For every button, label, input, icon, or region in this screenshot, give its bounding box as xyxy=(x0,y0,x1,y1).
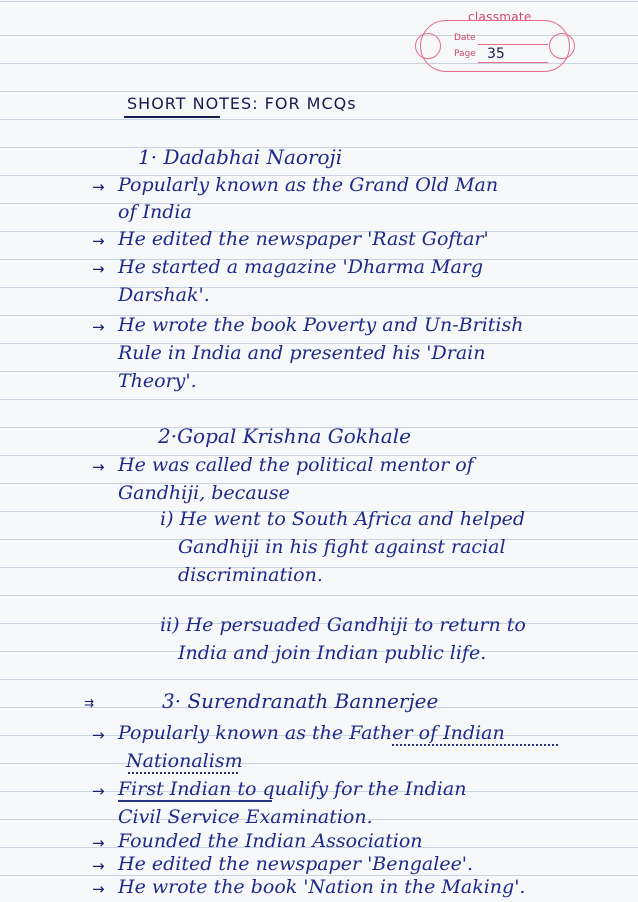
brand-logo: classmate xyxy=(468,10,532,24)
note-line: He started a magazine 'Dharma Marg xyxy=(118,256,484,278)
page-label: Page xyxy=(454,49,476,59)
note-line: He wrote the book Poverty and Un-British xyxy=(118,314,524,336)
title-underline xyxy=(124,116,220,118)
note-line: Nationalism xyxy=(126,750,243,772)
note-line: Popularly known as the Grand Old Man xyxy=(118,174,499,196)
bullet-arrow-icon: → xyxy=(92,232,105,250)
page-line xyxy=(478,62,548,63)
note-line: He edited the newspaper 'Bengalee'. xyxy=(118,853,474,875)
note-line: Theory'. xyxy=(118,370,197,392)
page-title: SHORT NOTES: FOR MCQs xyxy=(127,94,357,113)
note-line: Popularly known as the Father of Indian xyxy=(118,722,505,744)
double-arrow-icon: ⇉ xyxy=(84,696,95,710)
note-line: discrimination. xyxy=(178,564,323,586)
date-box-left-circle xyxy=(415,33,441,59)
note-line: Darshak'. xyxy=(118,284,210,306)
page-number: 35 xyxy=(487,46,505,62)
dotted-underline xyxy=(392,744,558,746)
note-line: First Indian to qualify for the Indian xyxy=(118,778,467,800)
note-subpoint: i) He went to South Africa and helped xyxy=(160,508,525,530)
note-line: Founded the Indian Association xyxy=(118,830,423,852)
bullet-arrow-icon: → xyxy=(92,880,105,898)
note-line: Rule in India and presented his 'Drain xyxy=(118,342,486,364)
date-line xyxy=(478,44,548,45)
bullet-arrow-icon: → xyxy=(92,458,105,476)
note-subpoint: ii) He persuaded Gandhiji to return to xyxy=(160,614,526,636)
dotted-underline xyxy=(128,772,238,774)
note-line: Gandhiji, because xyxy=(118,482,290,504)
bullet-arrow-icon: → xyxy=(92,260,105,278)
underline xyxy=(118,800,272,802)
date-box-right-circle xyxy=(549,33,575,59)
bullet-arrow-icon: → xyxy=(92,178,105,196)
note-line: He edited the newspaper 'Rast Goftar' xyxy=(118,228,489,250)
note-line: Civil Service Examination. xyxy=(118,806,373,828)
section-heading: 3· Surendranath Bannerjee xyxy=(162,689,439,713)
note-line: He was called the political mentor of xyxy=(118,454,474,476)
bullet-arrow-icon: → xyxy=(92,782,105,800)
bullet-arrow-icon: → xyxy=(92,726,105,744)
section-heading: 1· Dadabhai Naoroji xyxy=(138,145,343,169)
note-line: Gandhiji in his fight against racial xyxy=(178,536,506,558)
section-heading: 2·Gopal Krishna Gokhale xyxy=(158,424,411,448)
note-line: India and join Indian public life. xyxy=(178,642,487,664)
bullet-arrow-icon: → xyxy=(92,857,105,875)
date-label: Date xyxy=(454,33,476,43)
note-line: He wrote the book 'Nation in the Making'. xyxy=(118,876,526,898)
bullet-arrow-icon: → xyxy=(92,834,105,852)
bullet-arrow-icon: → xyxy=(92,318,105,336)
note-line: of India xyxy=(118,201,192,223)
